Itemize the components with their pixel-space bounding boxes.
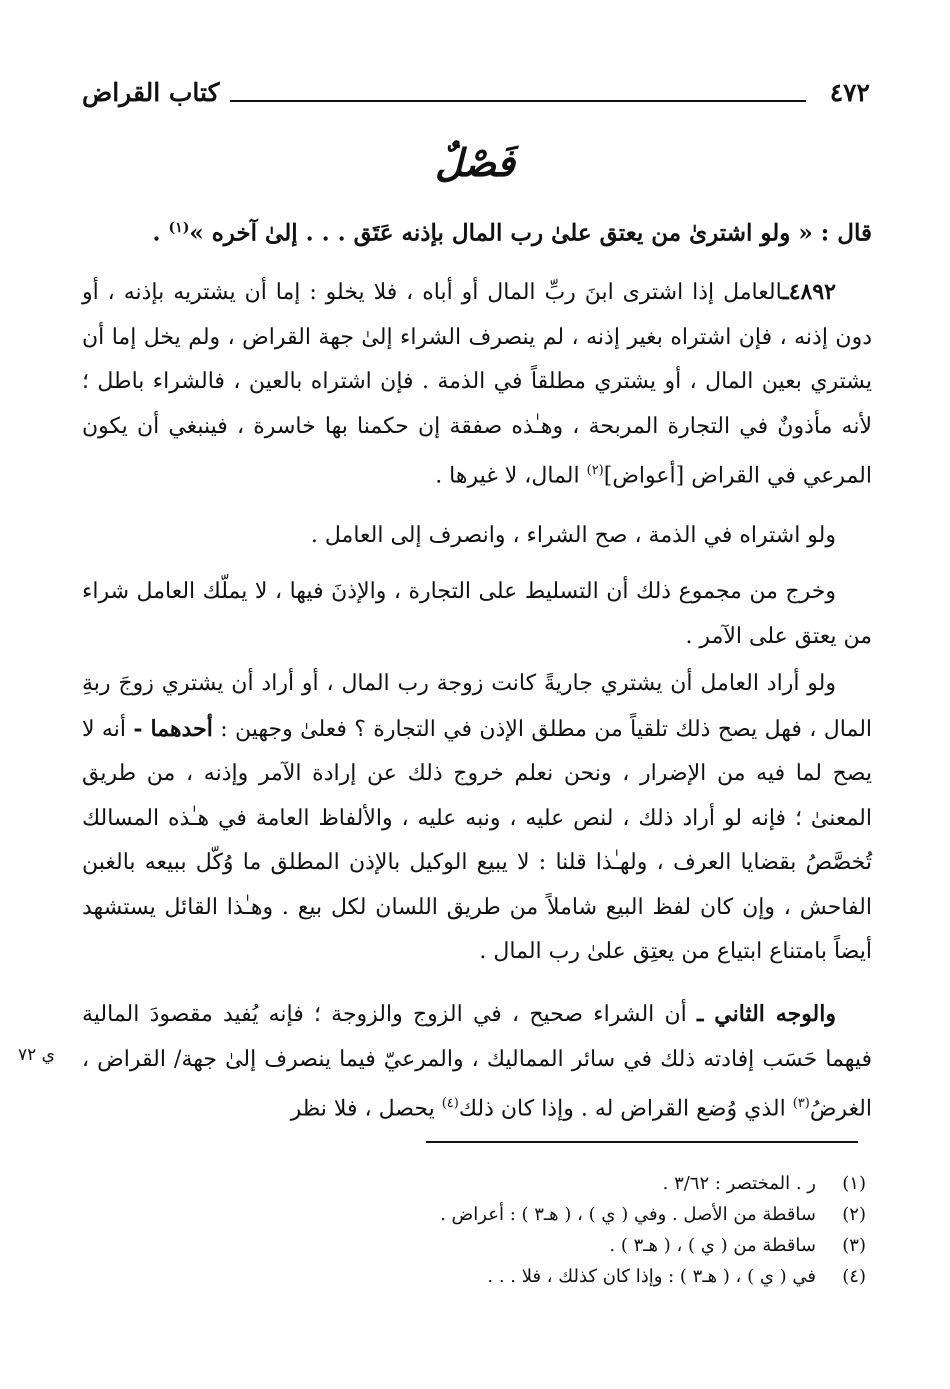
page-number: ٤٧٢ <box>829 78 870 107</box>
paragraph-text-continued: أنه لا يصح لما فيه من الإضرار ، ونحن نعلم خروج ذلك عن إرادة الآمر وإذنه ، من طريق المعنىٰ ؛ فإنه لو أراد ذلك ، لنص عليه ، ونبه عليه ، والألفاظ العامة في هـٰذه المسالك تُخصَّصُ بقضايا العرف ، ولهـٰذا قلنا : لا يبيع الوكيل بالإذن المطلق ما وُكّل ببيعه بالغبن الفاحش ، وإن كان لفظ البيع شاملاً من طريق اللسان لكل بيع . وهـٰذا القائل يستشهد أيضاً بامتناع ابتياع من يعتِق علىٰ رب المال . <box>82 716 872 964</box>
footnote-ref: (٢) <box>586 463 604 478</box>
bold-label: والوجه الثاني ـ <box>696 1001 836 1027</box>
footnote-ref: (٣) <box>792 1096 810 1111</box>
running-header <box>82 78 870 122</box>
footnote-rule <box>426 1141 858 1143</box>
quote-label: قال : <box>820 219 872 247</box>
footnote-text: ساقطة من ( ي ) ، ( هـ٣ ) . <box>609 1235 816 1256</box>
footnote-item <box>200 1230 866 1261</box>
footnote-number: (٢) <box>842 1204 866 1225</box>
paragraph <box>82 514 872 559</box>
footnote-text: في ( ي ) ، ( هـ٣ ) : وإذا كان كذلك ، فلا . . . <box>487 1266 816 1287</box>
footnote-text: ر . المختصر : ٣/٦٢ . <box>662 1173 816 1194</box>
paragraph-4892 <box>82 270 872 499</box>
paragraph-text: أن الشراء صحيح ، في الزوج والزوجة ؛ فإنه يُفيد مقصودَ المالية فيهما حَسَب إفادته ذلك في سائر المماليك ، والمرعيّ فيما ينصرف إلىٰ جهة/ القراض ، الغرضُ <box>82 1002 872 1122</box>
paragraph <box>82 992 872 1132</box>
book-title: كتاب القراض <box>82 78 220 107</box>
footnote-item <box>200 1199 866 1230</box>
section-heading: فَصْلٌ <box>435 140 515 185</box>
header-rule <box>230 100 806 102</box>
footnote-item <box>200 1261 866 1292</box>
paragraph-text-continued: الذي وُضع القراض له . وإذا كان ذلك <box>458 1096 793 1122</box>
footnote-item <box>200 1168 866 1199</box>
footnote-number: (٤) <box>842 1266 866 1287</box>
paragraph-text: ولو أراد العامل أن يشتري جاريةً كانت زوجة رب المال ، أو أراد أن يشتري زوجَ ربةِ المال ، فهل يصح ذلك تلقياً من مطلق الإذن في التجارة ؟ فعلىٰ وجهين : <box>82 671 873 742</box>
bold-label: أحدهما - <box>133 715 213 742</box>
paragraph-text: وخرج من مجموع ذلك أن التسليط على التجارة ، والإذنَ فيها ، لا يملّك العامل شراء من يعتق على الآمر . <box>82 579 872 649</box>
paragraph-tail: المال، لا غيرها . <box>435 463 587 489</box>
footnote-number: (٣) <box>842 1235 866 1256</box>
paragraph <box>82 662 872 975</box>
quote-block <box>82 206 872 256</box>
footnote-ref: (١) <box>168 220 190 236</box>
footnote-text: ساقطة من الأصل . وفي ( ي ) ، ( هـ٣ ) : أعراض . <box>440 1204 816 1225</box>
paragraph-text: ولو اشتراه في الذمة ، صح الشراء ، وانصرف إلى العامل . <box>310 523 836 548</box>
paragraph <box>82 570 872 659</box>
footnote-number: (١) <box>842 1173 866 1194</box>
paragraph-number: ٤٨٩٢ـ <box>782 279 836 305</box>
paragraph-text: العامل إذا اشترى ابنَ ربِّ المال أو أباه ، فلا يخلو : إما أن يشتريه بإذنه ، أو دون إذنه ، فإن اشتراه بغير إذنه ، لم ينصرف الشراء إلىٰ جهة القراض ، ولم يخل إما أن يشتري بعين المال ، أو يشتري مطلقاً في الذمة . فإن اشتراه بالعين ، فالشراء باطل ؛ لأنه مأذونٌ في التجارة المربحة ، وهـٰذه صفقة إن حكمنا بها خاسرة ، فينبغي أن يكون المرعي في القراض [أعواض] <box>82 280 872 489</box>
paragraph-text-end: يحصل ، فلا نظر <box>290 1096 442 1122</box>
quote-end: . <box>152 219 169 247</box>
footnotes <box>200 1168 866 1292</box>
footnote-ref: (٤) <box>441 1096 459 1111</box>
quote-text: « ولو اشترىٰ من يعتق علىٰ رب المال بإذنه عَتَق . . . إلىٰ آخره » <box>189 219 813 247</box>
manuscript-margin-note: ي ٧٢ <box>18 1045 55 1065</box>
